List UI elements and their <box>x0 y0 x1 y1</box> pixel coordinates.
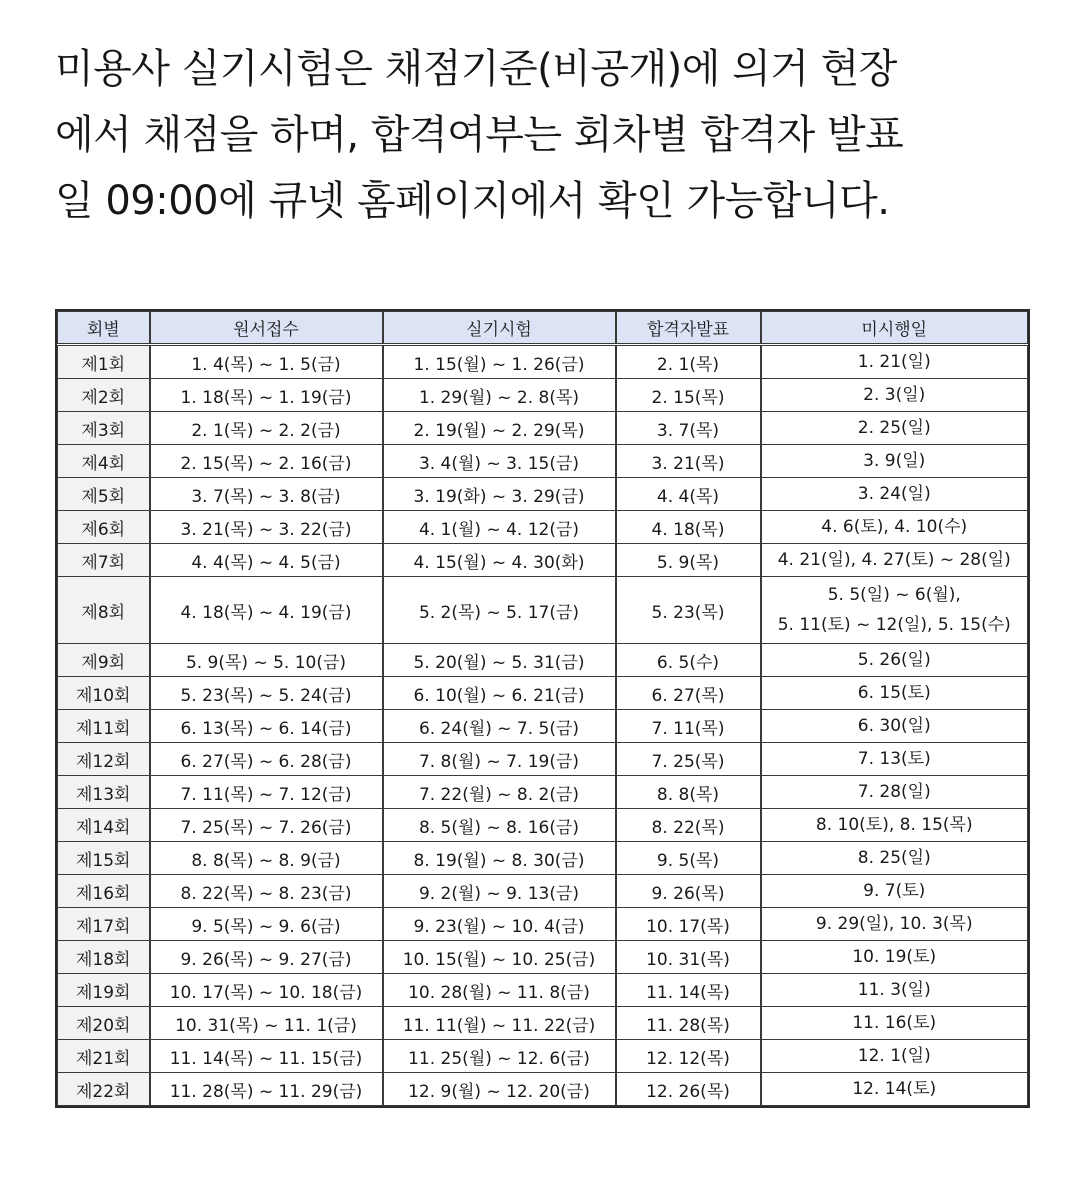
exam-period-cell: 1. 29(월) ~ 2. 8(목) <box>383 379 616 412</box>
table-row <box>58 644 1028 677</box>
result-date-cell: 7. 11(목) <box>616 710 761 743</box>
round-cell: 제7회 <box>58 544 150 577</box>
excluded-date-line: 4. 6(토), 4. 10(수) <box>821 517 968 537</box>
table-row <box>58 776 1028 809</box>
excluded-dates-cell <box>761 743 1028 776</box>
excluded-date-line: 5. 26(일) <box>857 650 931 670</box>
result-date-cell: 6. 27(목) <box>616 677 761 710</box>
round-cell: 제11회 <box>58 710 150 743</box>
table-row <box>58 875 1028 908</box>
excluded-date-line: 7. 13(토) <box>857 749 931 769</box>
result-date-cell: 8. 22(목) <box>616 809 761 842</box>
result-date-cell: 2. 15(목) <box>616 379 761 412</box>
header-result: 합격자발표 <box>616 312 761 345</box>
result-date-cell: 8. 8(목) <box>616 776 761 809</box>
table-row <box>58 710 1028 743</box>
application-period-cell: 1. 4(목) ~ 1. 5(금) <box>150 345 383 379</box>
application-period-cell: 5. 9(목) ~ 5. 10(금) <box>150 644 383 677</box>
exam-period-cell: 6. 24(월) ~ 7. 5(금) <box>383 710 616 743</box>
table-row <box>58 511 1028 544</box>
result-date-cell: 4. 18(목) <box>616 511 761 544</box>
table-row <box>58 908 1028 941</box>
excluded-date-line: 11. 16(토) <box>852 1013 937 1033</box>
excluded-dates-cell <box>761 1007 1028 1040</box>
exam-period-cell: 2. 19(월) ~ 2. 29(목) <box>383 412 616 445</box>
round-cell: 제8회 <box>58 577 150 644</box>
excluded-dates-cell <box>761 544 1028 577</box>
excluded-dates-cell <box>761 776 1028 809</box>
application-period-cell: 2. 1(목) ~ 2. 2(금) <box>150 412 383 445</box>
excluded-dates-cell <box>761 809 1028 842</box>
application-period-cell: 7. 11(목) ~ 7. 12(금) <box>150 776 383 809</box>
result-date-cell: 12. 26(목) <box>616 1073 761 1106</box>
table-row <box>58 677 1028 710</box>
table-row <box>58 379 1028 412</box>
table-row <box>58 941 1028 974</box>
result-date-cell: 7. 25(목) <box>616 743 761 776</box>
application-period-cell: 3. 7(목) ~ 3. 8(금) <box>150 478 383 511</box>
table-row <box>58 345 1028 379</box>
result-date-cell: 2. 1(목) <box>616 345 761 379</box>
application-period-cell: 2. 15(목) ~ 2. 16(금) <box>150 445 383 478</box>
round-cell: 제1회 <box>58 345 150 379</box>
exam-period-cell: 3. 4(월) ~ 3. 15(금) <box>383 445 616 478</box>
round-cell: 제6회 <box>58 511 150 544</box>
header-application: 원서접수 <box>150 312 383 345</box>
application-period-cell: 11. 28(목) ~ 11. 29(금) <box>150 1073 383 1106</box>
round-cell: 제14회 <box>58 809 150 842</box>
table-row <box>58 445 1028 478</box>
exam-period-cell: 4. 15(월) ~ 4. 30(화) <box>383 544 616 577</box>
table-row <box>58 1007 1028 1040</box>
round-cell: 제10회 <box>58 677 150 710</box>
exam-period-cell: 11. 11(월) ~ 11. 22(금) <box>383 1007 616 1040</box>
application-period-cell: 6. 27(목) ~ 6. 28(금) <box>150 743 383 776</box>
application-period-cell: 5. 23(목) ~ 5. 24(금) <box>150 677 383 710</box>
round-cell: 제16회 <box>58 875 150 908</box>
excluded-date-line: 5. 11(토) ~ 12(일), 5. 15(수) <box>777 615 1011 635</box>
excluded-dates-cell <box>761 379 1028 412</box>
table-row <box>58 974 1028 1007</box>
round-cell: 제18회 <box>58 941 150 974</box>
excluded-date-line: 4. 21(일), 4. 27(토) ~ 28(일) <box>777 550 1011 570</box>
excluded-dates-cell <box>761 445 1028 478</box>
table-body <box>58 345 1028 1106</box>
application-period-cell: 9. 5(목) ~ 9. 6(금) <box>150 908 383 941</box>
excluded-date-line: 2. 3(일) <box>863 385 926 405</box>
excluded-date-line: 5. 5(일) ~ 6(월), <box>827 585 961 605</box>
excluded-dates-cell <box>761 974 1028 1007</box>
application-period-cell: 9. 26(목) ~ 9. 27(금) <box>150 941 383 974</box>
excluded-date-line: 8. 10(토), 8. 15(목) <box>815 815 973 835</box>
excluded-dates-cell <box>761 1040 1028 1073</box>
excluded-date-line: 11. 3(일) <box>857 980 931 1000</box>
excluded-date-line: 12. 14(토) <box>852 1079 937 1099</box>
intro-line: 미용사 실기시험은 채점기준(비공개)에 의거 현장 <box>55 46 897 92</box>
excluded-date-line: 9. 29(일), 10. 3(목) <box>815 914 973 934</box>
application-period-cell: 4. 18(목) ~ 4. 19(금) <box>150 577 383 644</box>
exam-period-cell: 5. 20(월) ~ 5. 31(금) <box>383 644 616 677</box>
exam-period-cell: 1. 15(월) ~ 1. 26(금) <box>383 345 616 379</box>
excluded-dates-cell <box>761 842 1028 875</box>
result-date-cell: 10. 17(목) <box>616 908 761 941</box>
result-date-cell: 3. 21(목) <box>616 445 761 478</box>
table-row <box>58 809 1028 842</box>
excluded-date-line: 3. 24(일) <box>857 484 931 504</box>
excluded-date-line: 3. 9(일) <box>863 451 926 471</box>
result-date-cell: 4. 4(목) <box>616 478 761 511</box>
excluded-date-line: 2. 25(일) <box>857 418 931 438</box>
exam-period-cell: 4. 1(월) ~ 4. 12(금) <box>383 511 616 544</box>
excluded-date-line: 7. 28(일) <box>857 782 931 802</box>
excluded-date-line: 8. 25(일) <box>857 848 931 868</box>
round-cell: 제19회 <box>58 974 150 1007</box>
table-row <box>58 577 1028 644</box>
table-row <box>58 544 1028 577</box>
result-date-cell: 6. 5(수) <box>616 644 761 677</box>
round-cell: 제22회 <box>58 1073 150 1106</box>
application-period-cell: 7. 25(목) ~ 7. 26(금) <box>150 809 383 842</box>
header-exam: 실기시험 <box>383 312 616 345</box>
result-date-cell: 9. 5(목) <box>616 842 761 875</box>
excluded-date-line: 9. 7(토) <box>863 881 926 901</box>
result-date-cell: 11. 28(목) <box>616 1007 761 1040</box>
excluded-dates-cell <box>761 345 1028 379</box>
round-cell: 제13회 <box>58 776 150 809</box>
table-row <box>58 478 1028 511</box>
exam-period-cell: 10. 15(월) ~ 10. 25(금) <box>383 941 616 974</box>
application-period-cell: 6. 13(목) ~ 6. 14(금) <box>150 710 383 743</box>
round-cell: 제9회 <box>58 644 150 677</box>
excluded-date-line: 6. 30(일) <box>857 716 931 736</box>
excluded-date-line: 1. 21(일) <box>857 352 931 372</box>
result-date-cell: 3. 7(목) <box>616 412 761 445</box>
result-date-cell: 10. 31(목) <box>616 941 761 974</box>
table-row <box>58 1040 1028 1073</box>
exam-period-cell: 9. 23(월) ~ 10. 4(금) <box>383 908 616 941</box>
application-period-cell: 4. 4(목) ~ 4. 5(금) <box>150 544 383 577</box>
excluded-dates-cell <box>761 677 1028 710</box>
intro-line: 에서 채점을 하며, 합격여부는 회차별 합격자 발표 <box>55 112 904 158</box>
result-date-cell: 9. 26(목) <box>616 875 761 908</box>
excluded-dates-cell <box>761 511 1028 544</box>
exam-schedule-table <box>57 311 1028 1106</box>
round-cell: 제3회 <box>58 412 150 445</box>
round-cell: 제2회 <box>58 379 150 412</box>
round-cell: 제20회 <box>58 1007 150 1040</box>
application-period-cell: 8. 8(목) ~ 8. 9(금) <box>150 842 383 875</box>
exam-period-cell: 8. 5(월) ~ 8. 16(금) <box>383 809 616 842</box>
application-period-cell: 1. 18(목) ~ 1. 19(금) <box>150 379 383 412</box>
excluded-dates-cell <box>761 644 1028 677</box>
exam-period-cell: 7. 22(월) ~ 8. 2(금) <box>383 776 616 809</box>
intro-line: 일 09:00에 큐넷 홈페이지에서 확인 가능합니다. <box>55 178 890 224</box>
result-date-cell: 11. 14(목) <box>616 974 761 1007</box>
result-date-cell: 5. 23(목) <box>616 577 761 644</box>
excluded-date-line: 6. 15(토) <box>857 683 931 703</box>
excluded-dates-cell <box>761 478 1028 511</box>
application-period-cell: 10. 31(목) ~ 11. 1(금) <box>150 1007 383 1040</box>
excluded-date-line: 10. 19(토) <box>852 947 937 967</box>
header-excluded: 미시행일 <box>761 312 1028 345</box>
excluded-dates-cell <box>761 941 1028 974</box>
exam-period-cell: 12. 9(월) ~ 12. 20(금) <box>383 1073 616 1106</box>
excluded-dates-cell <box>761 908 1028 941</box>
table-row <box>58 412 1028 445</box>
round-cell: 제17회 <box>58 908 150 941</box>
round-cell: 제15회 <box>58 842 150 875</box>
intro-text <box>55 36 1045 234</box>
exam-period-cell: 8. 19(월) ~ 8. 30(금) <box>383 842 616 875</box>
header-round: 회별 <box>58 312 150 345</box>
table-row <box>58 842 1028 875</box>
exam-period-cell: 6. 10(월) ~ 6. 21(금) <box>383 677 616 710</box>
excluded-dates-cell <box>761 710 1028 743</box>
exam-period-cell: 7. 8(월) ~ 7. 19(금) <box>383 743 616 776</box>
round-cell: 제5회 <box>58 478 150 511</box>
result-date-cell: 12. 12(목) <box>616 1040 761 1073</box>
excluded-date-line: 12. 1(일) <box>857 1046 931 1066</box>
round-cell: 제12회 <box>58 743 150 776</box>
application-period-cell: 8. 22(목) ~ 8. 23(금) <box>150 875 383 908</box>
application-period-cell: 10. 17(목) ~ 10. 18(금) <box>150 974 383 1007</box>
excluded-dates-cell <box>761 1073 1028 1106</box>
application-period-cell: 11. 14(목) ~ 11. 15(금) <box>150 1040 383 1073</box>
exam-period-cell: 11. 25(월) ~ 12. 6(금) <box>383 1040 616 1073</box>
excluded-dates-cell <box>761 875 1028 908</box>
table-header-row <box>58 312 1028 345</box>
round-cell: 제4회 <box>58 445 150 478</box>
table-row <box>58 1073 1028 1106</box>
application-period-cell: 3. 21(목) ~ 3. 22(금) <box>150 511 383 544</box>
exam-period-cell: 10. 28(월) ~ 11. 8(금) <box>383 974 616 1007</box>
exam-period-cell: 5. 2(목) ~ 5. 17(금) <box>383 577 616 644</box>
exam-period-cell: 9. 2(월) ~ 9. 13(금) <box>383 875 616 908</box>
exam-period-cell: 3. 19(화) ~ 3. 29(금) <box>383 478 616 511</box>
excluded-dates-cell <box>761 577 1028 644</box>
excluded-dates-cell <box>761 412 1028 445</box>
result-date-cell: 5. 9(목) <box>616 544 761 577</box>
table-row <box>58 743 1028 776</box>
round-cell: 제21회 <box>58 1040 150 1073</box>
